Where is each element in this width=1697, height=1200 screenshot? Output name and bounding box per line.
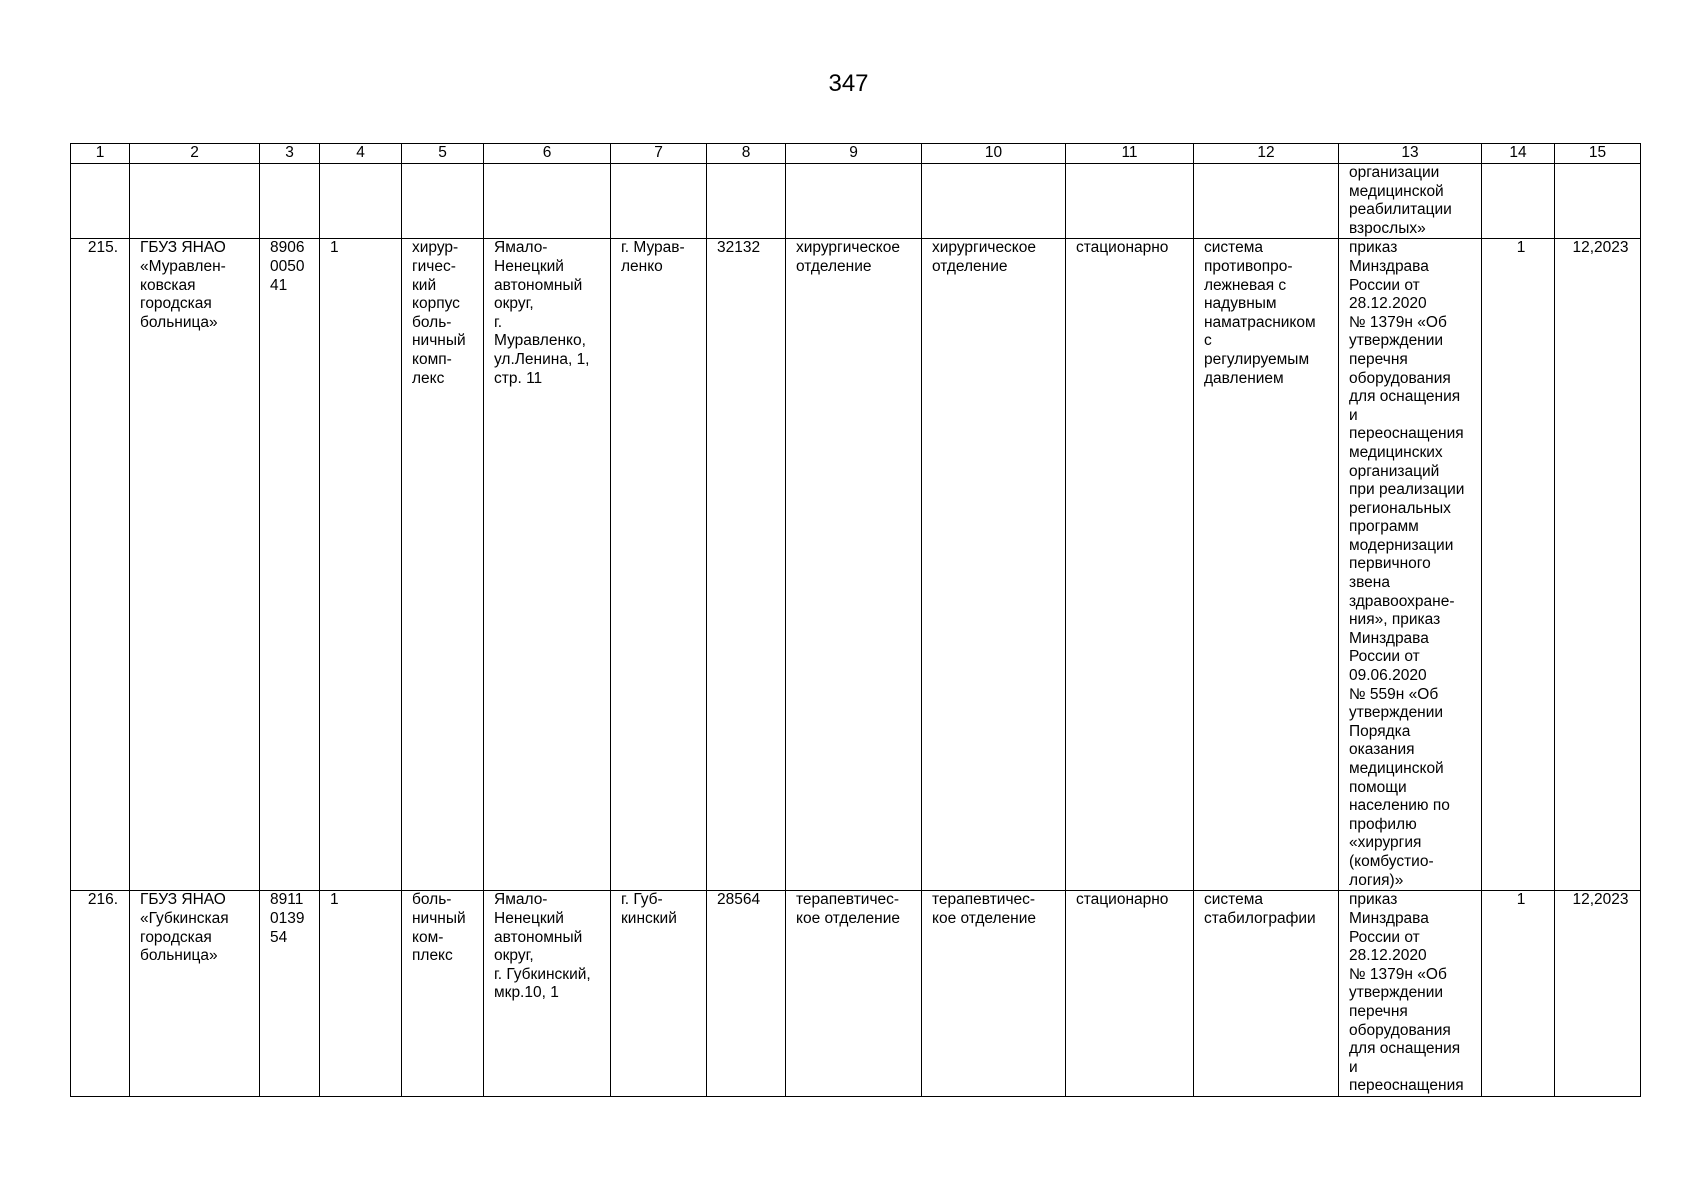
equipment-table	[70, 143, 1641, 1097]
department-cell: хирургическое отделение	[786, 239, 922, 891]
column-header: 15	[1555, 144, 1641, 164]
inn-cell: 8911 0139 54	[260, 891, 320, 1097]
code-cell: 28564	[707, 891, 786, 1097]
column-header: 10	[922, 144, 1066, 164]
code-cell: 32132	[707, 239, 786, 891]
column-header: 3	[260, 144, 320, 164]
column-header: 4	[320, 144, 402, 164]
page-number: 347	[828, 70, 869, 97]
count-cell: 1	[320, 239, 402, 891]
department-cell: терапевтичес- кое отделение	[786, 891, 922, 1097]
column-header: 5	[402, 144, 484, 164]
table-row	[71, 891, 1641, 1097]
column-header: 8	[707, 144, 786, 164]
building-cell: боль- ничный ком- плекс	[402, 891, 484, 1097]
city-cell: г. Мурав- ленко	[611, 239, 707, 891]
organization-cell: ГБУЗ ЯНАО «Муравлен- ковская городская больница»	[130, 239, 260, 891]
row-number-cell: 216.	[71, 891, 130, 1097]
address-cell: Ямало- Ненецкий автономный округ, г. Губкинский, мкр.10, 1	[484, 891, 611, 1097]
quantity-cell: 1	[1482, 239, 1555, 891]
equipment-cell: система стабилографии	[1194, 891, 1339, 1097]
column-header: 14	[1482, 144, 1555, 164]
address-cell: Ямало- Ненецкий автономный округ, г. Муравленко, ул.Ленина, 1, стр. 11	[484, 239, 611, 891]
care-type-cell: стационарно	[1066, 239, 1194, 891]
quantity-cell: 1	[1482, 891, 1555, 1097]
legal-basis-cell: организации медицинской реабилитации взрослых»	[1339, 164, 1482, 239]
continuation-row	[71, 164, 1641, 239]
care-type-cell: стационарно	[1066, 891, 1194, 1097]
column-header: 7	[611, 144, 707, 164]
column-header: 12	[1194, 144, 1339, 164]
city-cell: г. Губ- кинский	[611, 891, 707, 1097]
building-cell: хирур- гичес- кий корпус боль- ничный комп- лекс	[402, 239, 484, 891]
equipment-cell: система противопро- лежневая с надувным наматрасником с регулируемым давлением	[1194, 239, 1339, 891]
organization-cell: ГБУЗ ЯНАО «Губкинская городская больница»	[130, 891, 260, 1097]
legal-basis-cell: приказ Минздрава России от 28.12.2020 № 1379н «Об утверждении перечня оборудования для оснащения и переоснащения медицинских организаций при реализации региональных программ модернизации первичного звена здравоохране- ния», приказ Минздрава России от 09.06.2020 № 559н «Об утверждении Порядка оказания медицинской помощи населению по профилю «хирургия (комбустио- логия)»	[1339, 239, 1482, 891]
unit-cell: терапевтичес- кое отделение	[922, 891, 1066, 1097]
inn-cell: 8906 0050 41	[260, 239, 320, 891]
count-cell: 1	[320, 891, 402, 1097]
column-number-row	[71, 144, 1641, 164]
date-cell: 12,2023	[1555, 891, 1641, 1097]
column-header: 6	[484, 144, 611, 164]
column-header: 2	[130, 144, 260, 164]
column-header: 11	[1066, 144, 1194, 164]
column-header: 13	[1339, 144, 1482, 164]
column-header: 9	[786, 144, 922, 164]
legal-basis-cell: приказ Минздрава России от 28.12.2020 № 1379н «Об утверждении перечня оборудования для оснащения и переоснащения	[1339, 891, 1482, 1097]
table-row	[71, 239, 1641, 891]
unit-cell: хирургическое отделение	[922, 239, 1066, 891]
column-header: 1	[71, 144, 130, 164]
date-cell: 12,2023	[1555, 239, 1641, 891]
row-number-cell: 215.	[71, 239, 130, 891]
